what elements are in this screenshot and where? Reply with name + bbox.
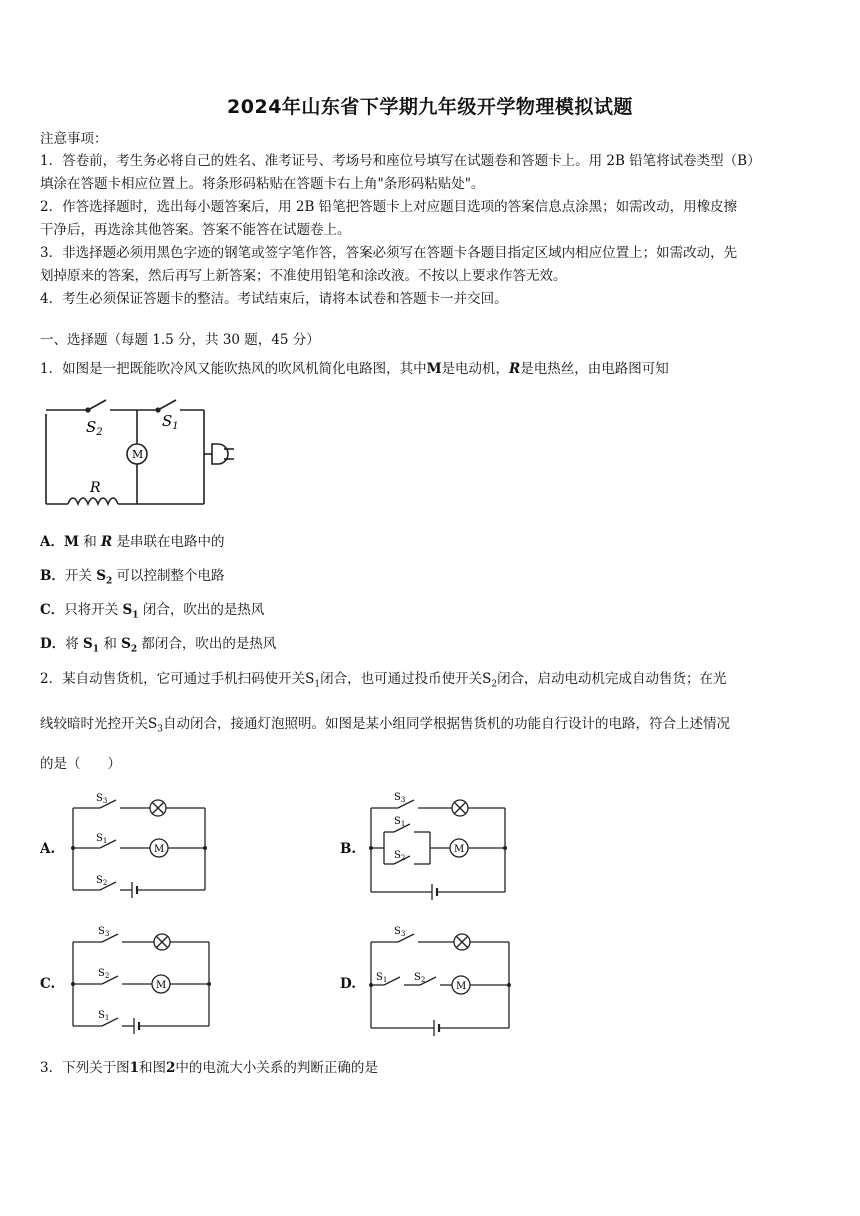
q1-option-a[interactable]: A．M 和 R 是串联在电路中的 [40,534,225,550]
q1-option-b[interactable]: B．开关 $S_2$ 可以控制整个电路 [40,568,225,587]
question-3-stem: 3．下列关于图1和图2中的电流大小关系的判断正确的是 [40,1060,378,1076]
svg-text:S3: $S_3$ [394,792,406,804]
notice-line-5: 3．非选择题必须用黑色字迹的钢笔或签字笔作答，答案必须写在答题卡各题目指定区域内相应位置上；如需改动，先 [40,245,738,261]
page-title: 2024年山东省下学期九年级开学物理模拟试题 [227,96,633,118]
svg-text:M: M [156,980,167,991]
svg-text:S2: $S_2$ [98,968,110,980]
q2-option-c-label[interactable]: C. [40,976,56,992]
section-heading: 一、选择题（每题 1.5 分，共 30 题，45 分） [40,332,320,348]
svg-text:S2: $S_2$ [86,418,103,438]
q2-option-d-circuit [368,922,514,1038]
question-2-line-1: 2．某自动售货机，它可通过手机扫码使开关$S_1$闭合，也可通过投币使开关$S_2$闭合，启动电动机完成自动售货；在光 [40,671,727,690]
svg-text:S1: $S_1$ [394,816,406,828]
q2-option-a-label[interactable]: A. [40,841,56,857]
svg-text:S1: $S_1$ [96,833,108,845]
svg-text:S3: $S_3$ [98,926,110,938]
notice-line-1: 1．答卷前，考生务必将自己的姓名、准考证号、考场号和座位号填写在试题卷和答题卡上。用 2B 铅笔将试卷类型（B） [40,153,761,169]
q2-option-a-circuit [70,790,210,900]
notice-line-4: 干净后，再选涂其他答案。答案不能答在试题卷上。 [40,222,351,238]
notice-line-6: 划掉原来的答案，然后再写上新答案；不准使用铅笔和涂改液。不按以上要求作答无效。 [40,268,567,284]
q2-option-b-circuit [368,788,510,906]
notice-line-2: 填涂在答题卡相应位置上。将条形码粘贴在答题卡右上角"条形码粘贴处"。 [40,176,485,192]
notice-heading: 注意事项： [40,131,108,147]
question-1-circuit-diagram [40,392,240,512]
svg-text:M: M [154,844,165,855]
svg-text:S3: $S_3$ [394,926,406,938]
resistor-label: R [90,480,101,496]
svg-text:S1: $S_1$ [162,412,179,432]
motor-label: M [132,448,144,461]
svg-text:M: M [456,981,467,992]
s1-label: S [162,412,173,430]
svg-text:M: M [454,844,465,855]
svg-text:S3: $S_3$ [96,793,108,805]
q2-option-b-label[interactable]: B. [340,841,357,857]
question-2-line-3: 的是（ ） [40,756,121,772]
q2-option-d-label[interactable]: D. [340,976,356,992]
svg-text:S2: $S_2$ [394,850,406,862]
question-2-line-2: 线较暗时光控开关$S_3$自动闭合，接通灯泡照明。如图是某小组同学根据售货机的功能自行设计的电路，符合上述情况 [40,716,730,735]
q2-option-c-circuit [70,922,214,1036]
svg-text:S2: $S_2$ [414,972,426,984]
svg-text:S1: $S_1$ [376,972,388,984]
svg-text:S1: $S_1$ [98,1010,110,1022]
question-1-stem: 1．如图是一把既能吹冷风又能吹热风的吹风机简化电路图，其中M是电动机，R是电热丝，由电路图可知 [40,361,669,377]
notice-line-3: 2．作答选择题时，选出每小题答案后，用 2B 铅笔把答题卡上对应题目选项的答案信息点涂黑；如需改动，用橡皮擦 [40,199,738,215]
q1-option-d[interactable]: D．将 $S_1$ 和 $S_2$ 都闭合，吹出的是热风 [40,636,277,655]
q1-option-c[interactable]: C．只将开关 $S_1$ 闭合，吹出的是热风 [40,602,265,621]
notice-line-7: 4．考生必须保证答题卡的整洁。考试结束后，请将本试卷和答题卡一并交回。 [40,291,508,307]
s2-label: S [86,418,97,436]
svg-text:S2: $S_2$ [96,875,108,887]
